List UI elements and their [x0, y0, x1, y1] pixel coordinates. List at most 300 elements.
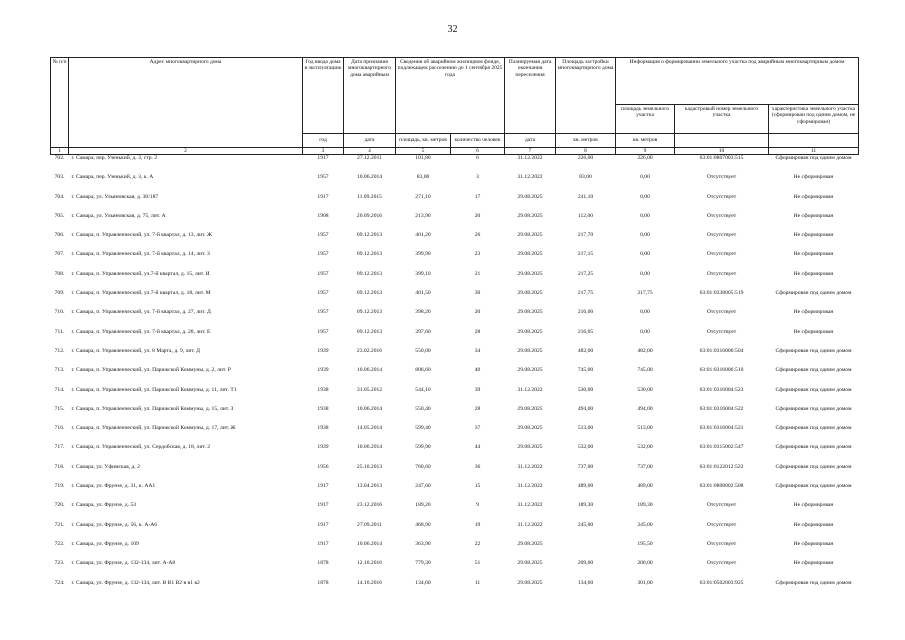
row-year: 1957 [317, 251, 329, 258]
row-building-area: 217,70 [577, 232, 594, 239]
column-numbers [51, 148, 859, 155]
row-building-area: 134,60 [577, 579, 594, 586]
row-building-area: 245,00 [577, 521, 594, 528]
row-number: 706. [54, 232, 65, 239]
unit-people: количество человек [451, 134, 505, 148]
row-planned-date: 29.08.2025 [517, 367, 543, 374]
unit-building-area: кв. метров [556, 134, 616, 148]
table-row [51, 522, 859, 541]
row-land-area: 189,30 [637, 502, 653, 509]
column-number: 1 [51, 148, 69, 155]
column-number: 8 [556, 148, 616, 155]
table-row [51, 483, 859, 502]
row-cadastral-number: 63:01:0316004:523 [699, 386, 744, 393]
row-planned-date: 31.12.2022 [517, 386, 543, 393]
row-planned-date: 29.08.2025 [517, 405, 543, 412]
row-building-area: 216,00 [577, 309, 594, 316]
row-emergency-date: 10.06.2014 [356, 444, 383, 451]
row-land-area: 226,00 [637, 155, 653, 161]
row-number: 723. [54, 560, 65, 567]
row-planned-date: 29.08.2025 [517, 560, 543, 567]
row-planned-date: 29.08.2025 [517, 270, 543, 277]
row-emergency-date: 11.09.2015 [357, 193, 382, 200]
row-address: г. Самара, ул. Ульяновская, д. 30/187 [71, 193, 159, 200]
row-area: 468,90 [415, 521, 431, 528]
row-emergency-date: 27.09.2011 [357, 521, 382, 528]
row-address: г. Самара, ул. Фрунзе, д. 132-134, лит. В В1 В2 в в1 в2 [71, 579, 200, 586]
row-building-area: 217,75 [577, 290, 594, 297]
row-number: 704. [54, 193, 65, 200]
header-building-area: Площадь застройки многоквартирного дома [556, 58, 616, 134]
row-people: 22 [474, 540, 481, 547]
row-address: г. Самара, п. Управленческий, ул. Парижской Коммуны, д. 11, лит. Т1 [71, 386, 237, 393]
row-land-area: 489,00 [637, 483, 653, 490]
row-emergency-date: 23.02.2016 [356, 347, 383, 354]
row-emergency-date: 09.12.2013 [356, 232, 383, 239]
row-land-area: 530,00 [637, 386, 653, 393]
table-row [51, 425, 859, 444]
row-cadastral-number: Отсутствует [706, 270, 737, 277]
row-building-area: 217,15 [577, 251, 594, 258]
header-year: Год ввода дома в эксплуатацию [303, 58, 344, 134]
row-land-area: 245,00 [637, 521, 653, 528]
table-row [51, 232, 859, 251]
row-emergency-date: 20.09.2016 [356, 212, 383, 219]
unit-date: дата [344, 134, 396, 148]
unit-area: площадь, кв. метров [396, 134, 451, 148]
header-address: Адрес многоквартирного дома [69, 58, 303, 148]
row-cadastral-number: Отсутствует [706, 328, 737, 335]
unit-year: год [303, 134, 344, 148]
row-number: 710. [54, 309, 65, 316]
row-land-area: 0,00 [640, 251, 650, 258]
column-number: 6 [451, 148, 505, 155]
row-number: 716. [54, 425, 65, 432]
row-land-status: Не сформирован [793, 540, 834, 547]
row-area: 363,90 [415, 540, 431, 547]
row-cadastral-number: 63:01:0315002:547 [699, 444, 744, 451]
row-number: 709. [54, 290, 65, 297]
row-people: 30 [474, 290, 481, 297]
table-row [51, 406, 859, 425]
header-land-status: характеристика земельного участка (сформирован под одним домом, не сформирован) [769, 105, 859, 134]
row-land-area: 737,00 [637, 463, 653, 470]
row-cadastral-number: Отсутствует [706, 502, 737, 509]
row-planned-date: 31.12.2022 [517, 174, 543, 181]
row-address: г. Самара, п. Управленческий, ул. Парижской Коммуны, д. 15, лит. З [71, 405, 234, 412]
row-number: 722. [54, 540, 65, 547]
table-row [51, 464, 859, 483]
row-area: 401,20 [415, 232, 431, 239]
row-area: 271,10 [415, 193, 431, 200]
column-number: 10 [675, 148, 769, 155]
row-land-status: Сформирован под одним домом [775, 425, 852, 432]
row-building-area: 530,00 [577, 386, 594, 393]
row-number: 705. [54, 212, 65, 219]
row-cadastral-number: Отсутствует [706, 540, 737, 547]
row-people: 23 [474, 251, 481, 258]
row-area: 760,60 [415, 463, 431, 470]
row-land-status: Сформирован под одним домом [775, 444, 852, 451]
row-people: 36 [474, 463, 481, 470]
row-cadastral-number: Отсутствует [706, 212, 737, 219]
column-number: 2 [69, 148, 303, 155]
table-row [51, 155, 859, 175]
table-row [51, 541, 859, 560]
row-address: г. Самара, п. Управленческий, ул. Парижской Коммуны, д. 2, лит. Р [71, 367, 231, 374]
row-area: 399,10 [415, 270, 431, 277]
row-year: 1908 [317, 212, 329, 219]
row-area: 599,40 [415, 425, 431, 432]
row-people: 6 [476, 155, 479, 161]
row-land-status: Сформирован под одним домом [775, 483, 852, 490]
row-building-area: 745,00 [577, 367, 594, 374]
row-emergency-date: 13.04.2013 [356, 483, 383, 490]
row-people: 37 [474, 425, 481, 432]
row-land-status: Не сформирован [793, 328, 834, 335]
row-land-status: Сформирован под одним домом [775, 386, 852, 393]
row-people: 15 [474, 483, 481, 490]
row-address: г. Самара, п. Управленческий, ул. 7-й квартал, д. 28, лит. Е [71, 328, 211, 335]
row-land-area: 0,00 [640, 232, 650, 239]
table-row [51, 329, 859, 348]
row-building-area: 482,00 [577, 347, 594, 354]
row-number: 714. [54, 386, 65, 393]
row-address: г. Самара, ул. Фрунзе, д. 56, к. А-А6 [71, 521, 158, 528]
page-number: 32 [447, 24, 458, 35]
column-number: 4 [344, 148, 396, 155]
table-row [51, 213, 859, 232]
row-people: 9 [476, 502, 479, 509]
header-land-info: Информация о формировании земельного участка под аварийным многоквартирным домом [616, 58, 859, 105]
row-area: 779,30 [415, 560, 431, 567]
row-planned-date: 29.08.2025 [517, 290, 543, 297]
row-cadastral-number: 63:01:0316004:521 [699, 425, 744, 432]
row-planned-date: 29.08.2025 [517, 579, 543, 586]
header-planned-date: Планируемая дата окончания переселения [505, 58, 556, 134]
row-people: 19 [474, 521, 481, 528]
column-number: 3 [303, 148, 344, 155]
row-address: г. Самара, п. Управленческий, ул.7-й квартал, д. 15, лит. И [71, 270, 210, 277]
row-address: г. Самара, п. Управленческий, ул. 7-й квартал, д. 13, лит. Ж [71, 232, 212, 239]
row-land-area: 532,00 [637, 444, 653, 451]
row-building-area: 532,00 [577, 444, 594, 451]
row-year: 1939 [317, 444, 329, 451]
row-year: 1957 [317, 174, 329, 181]
row-land-area: 0,00 [640, 174, 650, 181]
table-row [51, 194, 859, 213]
row-year: 1957 [317, 328, 329, 335]
row-emergency-date: 09.12.2013 [356, 251, 383, 258]
row-year: 1917 [317, 193, 329, 200]
table-row [51, 174, 859, 193]
header-housing-info: Сведения об аварийном жилищном фонде, подлежащем расселению до 1 сентября 2025 года [396, 58, 505, 134]
row-number: 715. [54, 405, 65, 412]
row-area: 550,40 [415, 405, 431, 412]
row-building-area: 209,00 [577, 560, 594, 567]
row-number: 724. [54, 579, 65, 586]
row-area: 213,90 [415, 212, 431, 219]
row-land-status: Не сформирован [793, 502, 834, 509]
row-address: г. Самара, п. Управленческий, ул. 8 Марта, д. 9, лит. Д [71, 347, 200, 354]
row-land-status: Сформирован под одним домом [775, 405, 852, 412]
header-number: № п/п [51, 58, 69, 148]
row-planned-date: 29.08.2025 [517, 347, 543, 354]
row-cadastral-number: Отсутствует [706, 521, 737, 528]
table-row [51, 367, 859, 386]
row-address: г. Самара, п. Управленческий, ул. Сердобская, д. 18, лит. 2 [71, 444, 211, 451]
row-address: г. Самара, ул. Фрунзе, д. 31, к. АА1 [71, 483, 156, 490]
row-land-area: 0,00 [640, 328, 650, 335]
table-row [51, 387, 859, 406]
row-number: 718. [54, 463, 65, 470]
row-building-area: 489,00 [577, 483, 594, 490]
row-people: 20 [474, 212, 481, 219]
row-emergency-date: 10.06.2014 [356, 540, 383, 547]
row-emergency-date: 09.12.2013 [356, 270, 383, 277]
row-land-status: Не сформирован [793, 521, 834, 528]
row-year: 1917 [317, 521, 329, 528]
unit-planned-date: дата [505, 134, 556, 148]
row-planned-date: 29.08.2025 [517, 328, 543, 335]
row-year: 1957 [317, 290, 329, 297]
row-year: 1957 [317, 309, 329, 316]
row-year: 1938 [317, 425, 329, 432]
emergency-housing-table [50, 57, 859, 599]
column-number: 5 [396, 148, 451, 155]
row-year: 1957 [317, 232, 329, 239]
row-year: 1956 [317, 463, 329, 470]
row-land-status: Сформирован под одним домом [775, 155, 852, 161]
row-planned-date: 29.08.2025 [517, 425, 543, 432]
header-emergency-date: Дата признания многоквартирного дома аварийным [344, 58, 396, 134]
row-planned-date: 31.12.2022 [517, 463, 543, 470]
row-emergency-date: 10.06.2014 [356, 367, 383, 374]
row-land-area: 0,00 [640, 193, 650, 200]
row-people: 40 [474, 367, 481, 374]
table-row [51, 580, 859, 599]
row-number: 707. [54, 251, 65, 258]
column-number: 11 [769, 148, 859, 155]
row-building-area: 226,00 [577, 155, 594, 161]
unit-land-area: кв. метров [616, 134, 675, 148]
table-row [51, 309, 859, 328]
row-planned-date: 29.08.2025 [517, 212, 543, 219]
table-row [51, 502, 859, 521]
row-land-area: 200,00 [637, 560, 653, 567]
row-area: 398,20 [415, 309, 431, 316]
row-planned-date: 29.08.2025 [517, 193, 543, 200]
row-people: 28 [474, 328, 481, 335]
row-planned-date: 29.08.2025 [517, 540, 543, 547]
row-address: г. Самара, ул. Уфимская, д. 2 [71, 463, 140, 470]
row-people: 39 [474, 386, 481, 393]
table-row [51, 444, 859, 463]
row-cadastral-number: 63:01:0338005:519 [699, 290, 744, 297]
row-area: 189,20 [415, 502, 431, 509]
row-planned-date: 29.08.2025 [517, 232, 543, 239]
row-address: г. Самара, ул. Фрунзе, д. 132-134, лит. А-А8 [71, 560, 176, 567]
row-building-area: 83,00 [579, 174, 592, 181]
table-row [51, 560, 859, 579]
row-year: 1939 [317, 347, 329, 354]
row-planned-date: 29.08.2025 [517, 444, 543, 451]
row-people: 17 [474, 193, 481, 200]
row-area: 806,60 [415, 367, 431, 374]
row-land-status: Не сформирован [793, 212, 834, 219]
row-people: 51 [474, 560, 481, 567]
row-people: 3 [476, 174, 479, 181]
row-people: 26 [474, 232, 481, 239]
row-building-area: 189,30 [577, 502, 594, 509]
row-area: 399,90 [415, 251, 431, 258]
row-area: 101,80 [415, 155, 431, 161]
row-cadastral-number: Отсутствует [706, 251, 737, 258]
row-land-status: Сформирован под одним домом [775, 463, 852, 470]
row-land-status: Не сформирован [793, 251, 834, 258]
row-year: 1917 [317, 502, 329, 509]
row-area: 247,60 [415, 483, 431, 490]
row-number: 711. [54, 328, 65, 335]
row-area: 397,60 [415, 328, 431, 335]
row-cadastral-number: 63:01:0316006:510 [699, 367, 744, 374]
row-year: 1938 [317, 386, 329, 393]
row-land-area: 195,50 [637, 540, 653, 547]
row-land-status: Сформирован под одним домом [775, 367, 852, 374]
row-land-area: 513,00 [637, 425, 653, 432]
row-address: г. Самара, ул. Ульяновская, д. 75, лит. А [71, 212, 166, 219]
row-emergency-date: 23.12.2016 [356, 502, 383, 509]
row-address: г. Самара, ул. Фрунзе, д. 53 [71, 502, 137, 509]
row-emergency-date: 14.05.2014 [356, 425, 383, 432]
row-year: 1939 [317, 367, 329, 374]
row-building-area: 112,00 [577, 212, 594, 219]
row-land-area: 482,00 [637, 347, 653, 354]
row-number: 702. [54, 155, 65, 161]
row-year: 1878 [317, 560, 329, 567]
row-year: 1917 [317, 540, 329, 547]
row-address: г. Самара, п. Управленческий, ул. Парижской Коммуны, д. 17, лит. Ж [71, 425, 236, 432]
row-emergency-date: 25.10.2013 [356, 463, 383, 470]
row-land-status: Сформирован под одним домом [775, 347, 852, 354]
row-area: 134,60 [415, 579, 431, 586]
row-number: 717. [54, 444, 65, 451]
row-land-status: Сформирован под одним домом [775, 579, 852, 586]
row-year: 1878 [317, 579, 329, 586]
column-number: 7 [505, 148, 556, 155]
row-planned-date: 31.12.2022 [517, 521, 543, 528]
row-people: 34 [474, 347, 481, 354]
row-building-area: 241,10 [577, 193, 594, 200]
row-building-area: 494,00 [577, 405, 594, 412]
row-people: 44 [474, 444, 481, 451]
row-planned-date: 31.12.2022 [517, 155, 543, 161]
row-area: 550,00 [415, 347, 431, 354]
header-cadastral-number: кадастровый номер земельного участка [675, 105, 769, 134]
row-building-area: 513,00 [577, 425, 594, 432]
row-emergency-date: 10.06.2014 [356, 174, 383, 181]
row-area: 83,00 [416, 174, 430, 181]
row-cadastral-number: 63:01:0316004:522 [699, 405, 744, 412]
row-cadastral-number: 63:01:0316006:504 [699, 347, 744, 354]
column-number: 9 [616, 148, 675, 155]
row-area: 599,90 [415, 444, 431, 451]
row-cadastral-number: 63:01:0807003:515 [699, 155, 744, 161]
row-land-status: Не сформирован [793, 560, 834, 567]
row-emergency-date: 31.05.2012 [356, 386, 383, 393]
row-land-status: Не сформирован [793, 309, 834, 316]
row-people: 21 [474, 270, 481, 277]
row-planned-date: 29.08.2025 [517, 309, 543, 316]
row-number: 720. [54, 502, 65, 509]
row-emergency-date: 14.10.2016 [356, 579, 383, 586]
row-building-area [556, 541, 616, 560]
row-cadastral-number: 63:01:0808002:508 [699, 483, 744, 490]
row-land-status: Не сформирован [793, 193, 834, 200]
row-land-area: 301,00 [637, 579, 653, 586]
row-people: 11 [474, 579, 481, 586]
row-emergency-date: 09.12.2013 [356, 290, 383, 297]
row-cadastral-number: 63:01:0122012:522 [699, 463, 744, 470]
row-emergency-date: 10.06.2014 [356, 405, 383, 412]
row-emergency-date: 12.10.2016 [356, 560, 383, 567]
table-row [51, 271, 859, 290]
row-number: 721. [54, 521, 65, 528]
row-people: 28 [474, 405, 481, 412]
row-year: 1917 [317, 483, 329, 490]
row-emergency-date: 09.12.2013 [356, 309, 383, 316]
row-number: 719. [54, 483, 65, 490]
row-planned-date: 31.12.2022 [517, 483, 543, 490]
row-year: 1938 [317, 405, 329, 412]
row-land-area: 217,75 [637, 290, 653, 297]
row-building-area: 216,05 [577, 328, 594, 335]
row-address: г. Самара, ул. Фрунзе, д. 109 [71, 540, 139, 547]
table-row [51, 290, 859, 309]
row-year: 1957 [317, 270, 329, 277]
row-cadastral-number: Отсутствует [706, 193, 737, 200]
row-area: 544,10 [415, 386, 431, 393]
table-row [51, 348, 859, 367]
row-land-area: 0,00 [640, 270, 650, 277]
row-number: 712. [54, 347, 65, 354]
row-land-status: Не сформирован [793, 174, 834, 181]
row-planned-date: 31.12.2022 [517, 502, 543, 509]
row-land-status: Не сформирован [793, 232, 834, 239]
row-building-area: 737,00 [577, 463, 594, 470]
row-address: г. Самара, пер. Узенький, д. 3, стр. 2 [71, 155, 158, 161]
header-land-area: площадь земельного участка [616, 105, 675, 134]
row-number: 713. [54, 367, 65, 374]
table-row [51, 251, 859, 270]
row-address: г. Самара, п. Управленческий, ул. 7-й квартал, д. 27, лит. Д [71, 309, 211, 316]
row-cadastral-number: Отсутствует [706, 309, 737, 316]
row-number: 703. [54, 174, 65, 181]
row-address: г. Самара, п. Управленческий, ул.7-й квартал, д. 18, лит. М [71, 290, 211, 297]
row-emergency-date: 27.12.2011 [357, 155, 382, 161]
row-year: 1917 [317, 155, 329, 161]
row-land-area: 0,00 [640, 309, 650, 316]
row-cadastral-number: 63:01:0502003:925 [699, 579, 744, 586]
row-address: г. Самара, п. Управленческий, ул. 7-й квартал, д. 14, лит. З [71, 251, 210, 258]
row-land-area: 0,00 [640, 212, 650, 219]
row-land-area: 745,00 [637, 367, 653, 374]
row-number: 708. [54, 270, 65, 277]
row-emergency-date: 09.12.2013 [356, 328, 383, 335]
row-cadastral-number: Отсутствует [706, 560, 737, 567]
row-building-area: 217,25 [577, 270, 594, 277]
row-land-status: Сформирован под одним домом [775, 290, 852, 297]
